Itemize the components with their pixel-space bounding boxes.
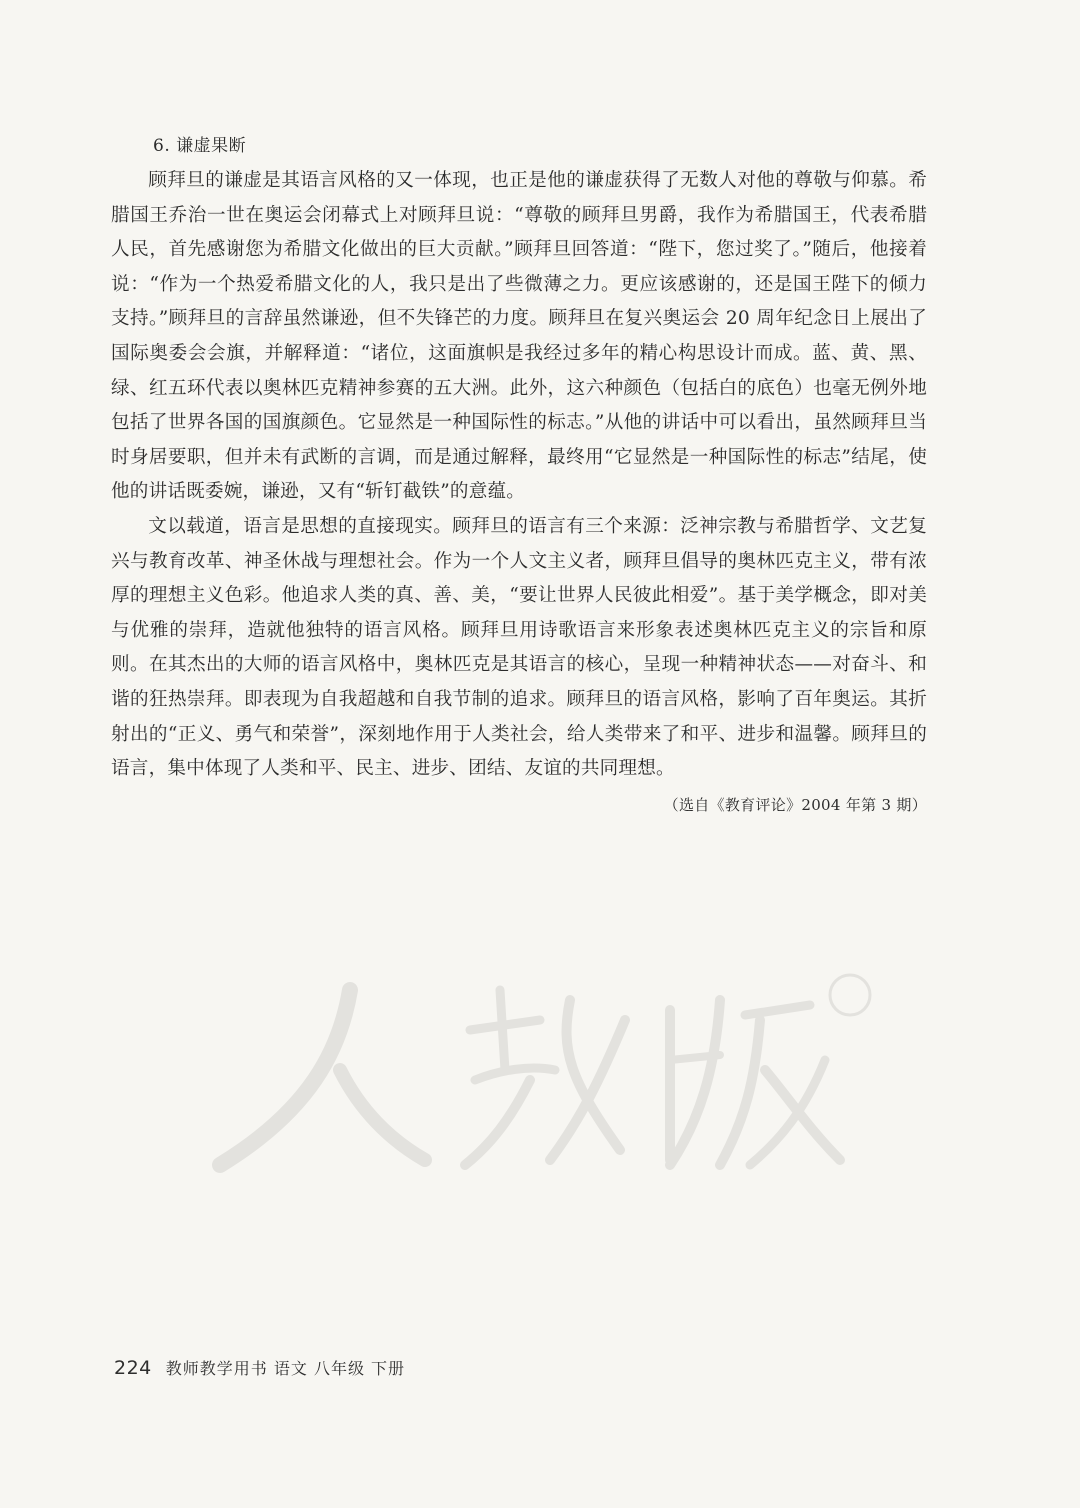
watermark-logo-icon	[200, 960, 920, 1200]
publisher-watermark	[200, 960, 920, 1200]
paragraph-1: 顾拜旦的谦虚是其语言风格的又一体现，也正是他的谦虚获得了无数人对他的尊敬与仰慕。希腊国王乔治一世在奥运会闭幕式上对顾拜旦说：“尊敬的顾拜旦男爵，我作为希腊国王，代表希腊人民，首先感谢您为希腊文化做出的巨大贡献。”顾拜旦回答道：“陛下，您过奖了。”随后，他接着说：“作为一个热爱希腊文化的人，我只是出了些微薄之力。更应该感谢的，还是国王陛下的倾力支持。”顾拜旦的言辞虽然谦逊，但不失锋芒的力度。顾拜旦在复兴奥运会 20 周年纪念日上展出了国际奥委会会旗，并解释道：“诸位，这面旗帜是我经过多年的精心构思设计而成。蓝、黄、黑、绿、红五环代表以奥林匹克精神参赛的五大洲。此外，这六种颜色（包括白的底色）也毫无例外地包括了世界各国的国旗颜色。它显然是一种国际性的标志。”从他的讲话中可以看出，虽然顾拜旦当时身居要职，但并未有武断的言调，而是通过解释，最终用“它显然是一种国际性的标志”结尾，使他的讲话既委婉，谦逊，又有“斩钉截铁”的意蕴。	[111, 170, 927, 503]
paragraph-2: 文以载道，语言是思想的直接现实。顾拜旦的语言有三个来源：泛神宗教与希腊哲学、文艺复兴与教育改革、神圣休战与理想社会。作为一个人文主义者，顾拜旦倡导的奥林匹克主义，带有浓厚的理想主义色彩。他追求人类的真、善、美，“要让世界人民彼此相爱”。基于美学概念，即对美与优雅的崇拜，造就他独特的语言风格。顾拜旦用诗歌语言来形象表述奥林匹克主义的宗旨和原则。在其杰出的大师的语言风格中，奥林匹克是其语言的核心，呈现一种精神状态——对奋斗、和谐的狂热崇拜。即表现为自我超越和自我节制的追求。顾拜旦的语言风格，影响了百年奥运。其折射出的“正义、勇气和荣誉”，深刻地作用于人类社会，给人类带来了和平、进步和温馨。顾拜旦的语言，集中体现了人类和平、民主、进步、团结、友谊的共同理想。	[111, 515, 927, 780]
book-title: 教师教学用书 语文 八年级 下册	[165, 1359, 406, 1378]
page-number: 224	[114, 1357, 152, 1379]
page-footer	[114, 1356, 405, 1379]
section-heading: 6. 谦虚果断	[153, 136, 247, 156]
source-citation: （选自《教育评论》2004 年第 3 期）	[663, 795, 927, 814]
page-content	[111, 134, 927, 817]
